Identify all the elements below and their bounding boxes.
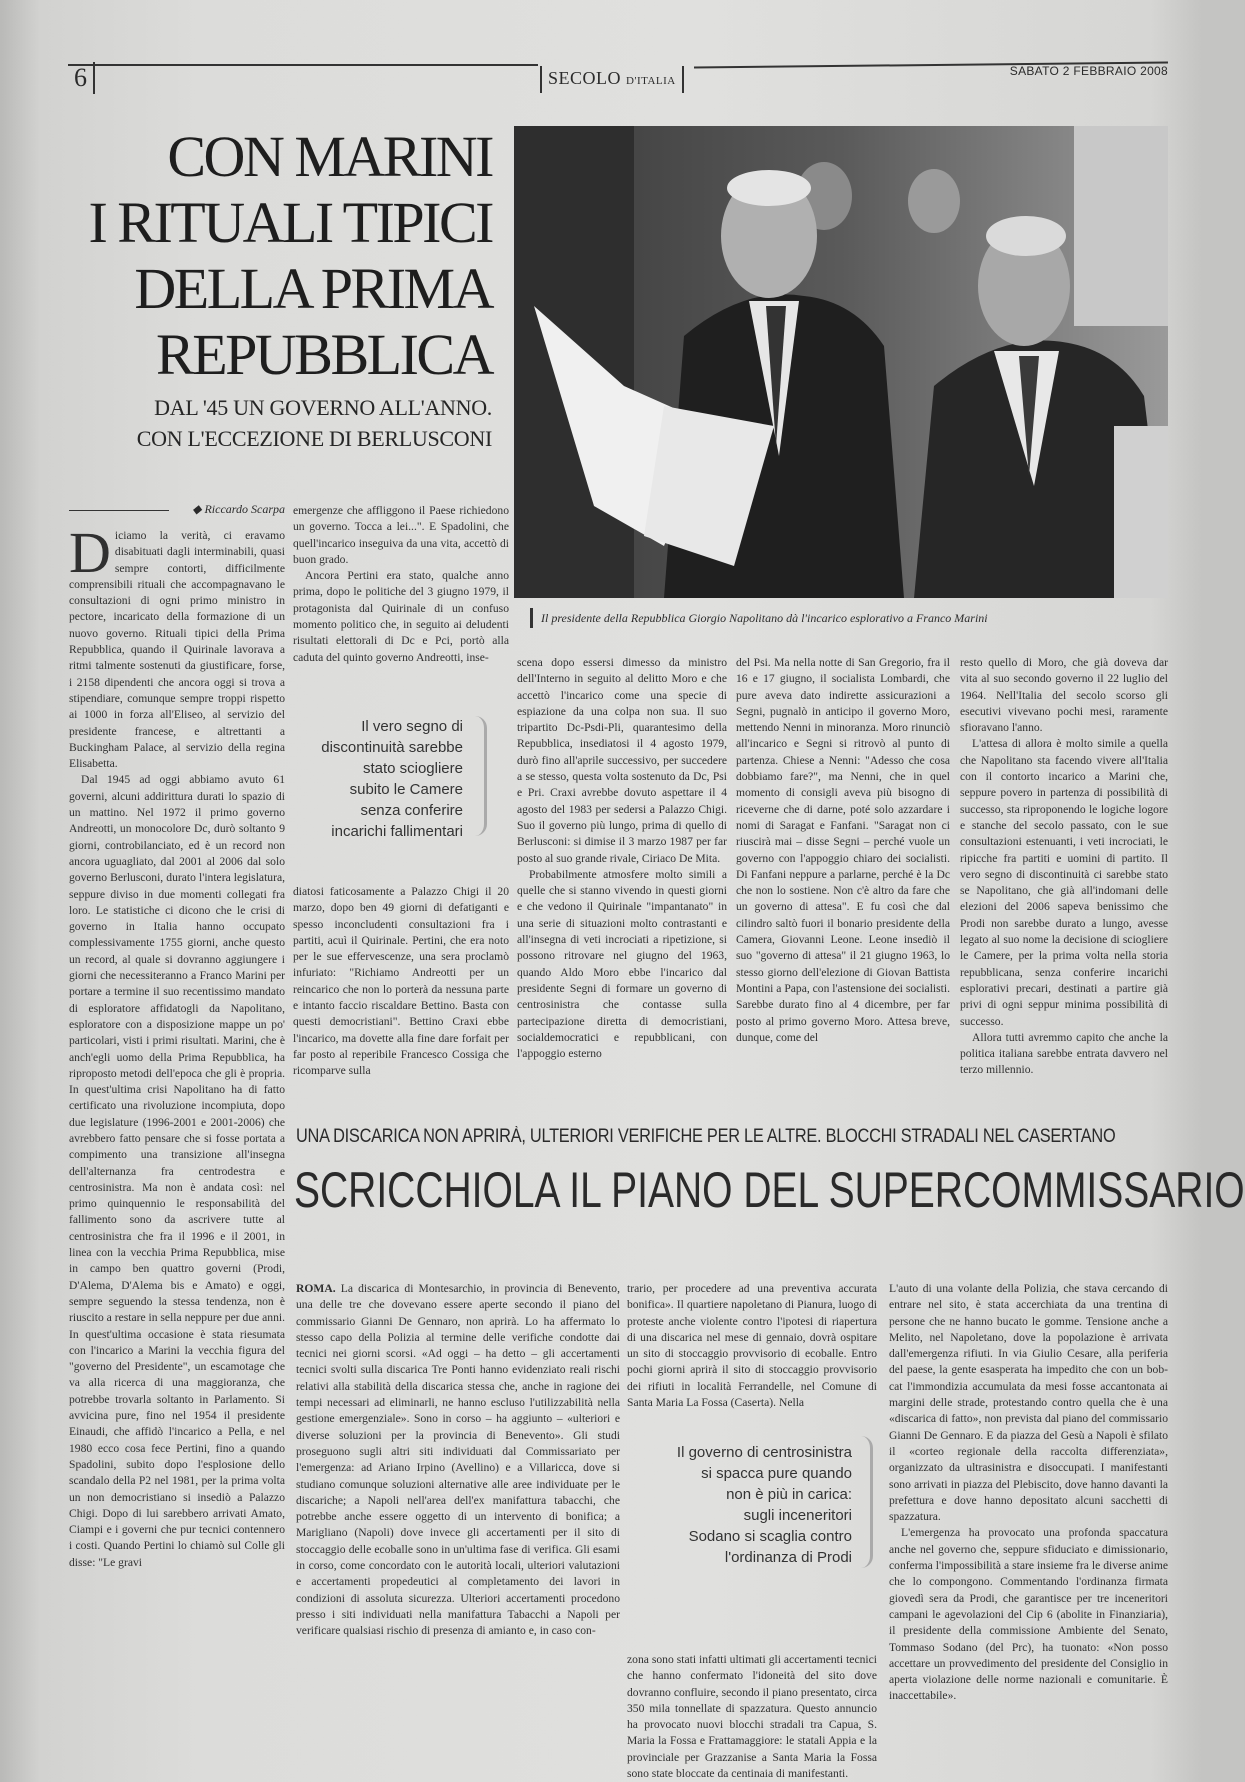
header-rule bbox=[68, 64, 538, 66]
article2-column-b-top bbox=[627, 1281, 877, 1415]
paragraph: L'attesa di allora è molto simile a quella che Napolitano sta facendo vivere all'Italia con il contorto incarico a Marini che, seppure povero in partenza di possibilità di successo, sta riproponendo le logiche logore e stanche del secolo passato, con le sue consultazioni estenuanti, i veti incrociati, le ripicche fra partiti e uomini di partito. Il vero segno di discontinuità ci sarebbe stato se Napolitano, che già all'indomani delle elezioni del 2006 sapeva benissimo che Prodi non sarebbe durato a lungo, avesse legato al suo nome la decisione di sciogliere le Camere, per la prima volta nella storia repubblicana, senza conferire incarichi esplorativi precari, destinati a partire già privi di ogni seppur minima possibilità di successo. bbox=[960, 737, 1168, 1028]
page-number: 6 bbox=[70, 62, 95, 94]
article2-headline: SCRICCHIOLA IL PIANO DEL SUPERCOMMISSARIO bbox=[294, 1162, 1245, 1218]
headline-line: REPUBBLICA bbox=[156, 322, 492, 387]
pull-quote-line: incarichi fallimentari bbox=[331, 823, 463, 840]
masthead-suffix: D'ITALIA bbox=[626, 75, 676, 87]
paragraph-text: iciamo la verità, ci eravamo disabituati dagli interminabili, quasi sempre contorti, difficilmente comprensibili rituali che accompagnavano le consultazioni di ogni primo ministro in pectore, incaricato della formazione di un nuovo governo. Rituali tipici della Prima Repubblica, quando il Quirinale lavorava a ritmi talmente sostenuti da giustificare, forse, i 2158 dipendenti che ancora oggi si trova a stipendiare, comunque sempre troppi rispetto ai 1000 in forza all'Eliseo, al servizio del presidente francese, e altrettanti a Buckingham Palace, al servizio della regina Elisabetta. bbox=[69, 529, 285, 771]
pull-quote-line: Sodano si scaglia contro bbox=[688, 1528, 852, 1545]
pull-quote-bracket bbox=[856, 1436, 873, 1568]
drop-cap: D bbox=[69, 520, 111, 585]
paragraph: emergenze che affliggono il Paese richiedono un governo. Tocca a lei...". E Spadolini, che quell'incarico inseguiva da una vita, accettò di buon grado. bbox=[293, 504, 509, 566]
paragraph: trario, per procedere ad una preventiva accurata bonifica». Il quartiere napoletano di Pianura, luogo di proteste anche violente contro l'ipotesi di riapertura di una discarica nel mese di gennaio, dovrà ospitare un sito di stoccaggio provvisorio di ecoballe. Entro pochi giorni aprirà il sito di stoccaggio provvisorio dei rifiuti in località Ferrandelle, nel Comune di Santa Maria La Fossa (Caserta). Nella bbox=[627, 1282, 877, 1410]
issue-date: SABATO 2 FEBBRAIO 2008 bbox=[1009, 64, 1168, 78]
pull-quote-bracket bbox=[470, 716, 487, 836]
pull-quote-line: non è più in carica: bbox=[726, 1486, 852, 1503]
article2-column-b-bottom bbox=[627, 1652, 877, 1781]
photo-caption: Il presidente della Repubblica Giorgio Napolitano dà l'incarico esplorativo a Franco Marini bbox=[530, 608, 988, 628]
article-headline bbox=[88, 124, 492, 388]
pull-quote-line: subito le Camere bbox=[349, 781, 463, 798]
article-column-2-top bbox=[293, 503, 509, 683]
pull-quote-line: stato sciogliere bbox=[362, 760, 463, 777]
paragraph: zona sono stati infatti ultimati gli accertamenti tecnici che hanno confermato l'idoneità del sito dove dovranno confluire, secondo il piano presentato, circa 350 mila tonnellate di spazzatura. Questo annuncio ha provocato nuovi blocchi stradali tra Capua, S. Maria la Fossa e Frattamaggiore: le statali Appia e la provinciale per Grazzanise a Santa Maria la Fossa sono state bloccate da centinaia di manifestanti. bbox=[627, 1653, 877, 1781]
paragraph: scena dopo essersi dimesso da ministro dell'Interno in seguito al delitto Moro e che accettò l'incarico come una specie di espiazione da una colpa non sua. Il suo tripartito Dc-Psdi-Pli, quarantesimo della Repubblica, insediatosi il 4 agosto 1979, durò fino all'aprile successivo, per succedere a se stesso, questa volta sostenuto da Dc, Psi e Pri. Craxi avrebbe dovuto aspettare il 4 agosto del 1983 per sedersi a Palazzo Chigi. Suo il governo più lungo, prima di quello di Berlusconi: si dimise il 3 marzo 1987 per far posto al suo grande rivale, Ciriaco De Mita. bbox=[517, 656, 727, 865]
pull-quote bbox=[293, 716, 463, 842]
pull-quote-line: sugli inceneritori bbox=[743, 1507, 852, 1524]
article2-column-c bbox=[889, 1281, 1168, 1717]
headline-line: CON MARINI bbox=[167, 124, 492, 189]
byline: ◆ Riccardo Scarpa bbox=[69, 502, 285, 517]
article2-kicker: UNA DISCARICA NON APRIRÀ, ULTERIORI VERIFICHE PER LE ALTRE. BLOCCHI STRADALI NEL CASERTANO bbox=[296, 1126, 1116, 1147]
article-column-4 bbox=[736, 655, 950, 1109]
paragraph: Dal 1945 ad oggi abbiamo avuto 61 governi, alcuni addirittura durati lo spazio di un mattino. Nel 1972 il primo governo Andreotti, un monocolore Dc, durò soltanto 9 giorni, controbilanciato, ed è un record non ancora uguagliato, dal 2001 al 2006 dal solo governo Berlusconi, durato l'intera legislatura, seppure diviso in due momenti collegati fra loro. Le statistiche ci dicono che le crisi di governo in Italia hanno occupato complessivamente 1755 giorni, anche questo un record, al quale si dovranno aggiungere i giorni che necessiteranno a Franco Marini per portare a termine il suo recentissimo mandato di esploratore affidatogli da Napolitano, esploratore con a disposizione mappe un po' particolari, visti i primi risultati. Marini, che è anch'egli uomo della Prima Repubblica, ha riproposto metodi dell'epoca che gli è propria. In quest'ultima crisi Napolitano ha di fatto certificato una rivoluzione incompiuta, dopo due legislature (1996-2001 e 2001-2006) che avrebbero fatto pensare che si fosse portata a compimento una transizione all'insegna dell'alternanza fra centrodestra e centrosinistra. Ma non è andata così: nel primo quinquennio le responsabilità del fallimento sono da ascrivere tutte al centrosinistra che fra il 1996 e il 2001, in linea con la vecchia Prima Repubblica, mise in campo ben quattro governi (Prodi, D'Alema, D'Alema bis e Amato) e oggi, sempre seguendo la stessa tendenza, non è riuscito a restare in sella neppure per due anni. In quest'ultima occasione è stata riesumata con l'incarico a Marini la vecchia figura del "governo del Presidente", un escamotage che va alla ricerca di una maggioranza, che potrebbe trovarla soltanto in Parlamento. Si avvicina pure, fino nel 1954 il presidente Einaudi, che affidò l'incarico a Pella, e nel 1980 ecco cosa fece Pertini, fino a quando Spadolini, subito dopo l'esplosione dello scandalo della P2 nel 1981, per la prima volta un non democristiano si insediò a Palazzo Chigi. Dopo di lui sarebbero arrivati Amato, Ciampi e i governi che pur tecnici contennero i costi. Quando Pertini lo chiamò sul Colle gli disse: "Le gravi bbox=[69, 773, 286, 1569]
news-photo bbox=[514, 126, 1168, 598]
article-column-3 bbox=[517, 655, 727, 1109]
paragraph: del Psi. Ma nella notte di San Gregorio, fra il 16 e 17 giugno, il socialista Lombardi, che pure aveva dato indirette assicurazioni a Segni, pugnalò in anticipo il governo Moro, mettendo Nenni in minoranza. Moro rinunciò all'incarico e Segni si ritrovò al punto di partenza. Chiese a Nenni: "Adesso che cosa dobbiamo fare?", ma Nenni, che in quel momento di consigli aveva più bisogno di riceverne che di darne, poté solo azzardare i nomi di Saragat e Fanfani. "Saragat non ci riuscirà mai – disse Segni – perché vuole un governo con l'appoggio chiaro dei socialisti. Di Fanfani neppure a parlarne, perché è la Dc che non lo sostiene. Non c'è altro da fare che un governo di attesa". E fu così che dal cilindro saltò fuori il bonario presidente della Camera, Giovanni Leone. Leone insediò il suo "governo di attesa" il 21 giugno 1963, lo stesso giorno dell'elezione di Giovan Battista Montini a Papa, con l'astensione dei socialisti. Sarebbe durato fino al 4 dicembre, per far posto al primo governo Moro. Attesa breve, dunque, come del bbox=[736, 656, 950, 1044]
masthead bbox=[540, 66, 684, 93]
paragraph: L'emergenza ha provocato una profonda spaccatura anche nel governo che, seppure sfiduciato e dimissionario, conferma l'impossibilità a stare insieme fra le diverse anime che lo compongono. Commentando l'ordinanza firmata giovedì sera da Prodi, che garantisce per tre inceneritori campani le agevolazioni del Cip 6 (abolite in Finanziaria), il presidente della commissione Ambiente del Senato, Tommaso Sodano (del Prc), ha tuonato: «Non posso accettare un provvedimento del presidente del Consiglio in aperta violazione delle norme nazionali e comunitarie. È inaccettabile». bbox=[889, 1526, 1168, 1703]
pull-quote-line: discontinuità sarebbe bbox=[321, 739, 463, 756]
author-name: Riccardo Scarpa bbox=[204, 502, 285, 516]
pull-quote-line: si spacca pure quando bbox=[701, 1465, 852, 1482]
pull-quote bbox=[620, 1442, 852, 1568]
paragraph bbox=[296, 1281, 620, 1640]
pull-quote-line: Il governo di centrosinistra bbox=[676, 1444, 852, 1461]
article-column-1 bbox=[69, 520, 286, 1724]
paragraph: diatosi faticosamente a Palazzo Chigi il 20 marzo, dopo ben 49 giorni di defatiganti e spesso inconcludenti consultazioni fra i partiti, acuì il Quirinale. Pertini, che era noto per le sue effervescenze, una sera proclamò infuriato: "Richiamo Andreotti per un reincarico che non lo porterà da nessuna parte e intanto faccio riscaldare Bettino. Basta con questi democristiani". Bettino Craxi ebbe l'incarico, ma dovette alla fine dare forfait per far posto al reperibile Francesco Cossiga che ricomparve sulla bbox=[293, 885, 509, 1078]
headline-line: DELLA PRIMA bbox=[134, 256, 492, 321]
article-column-5 bbox=[960, 655, 1168, 1109]
deck-line: CON L'ECCEZIONE DI BERLUSCONI bbox=[136, 426, 492, 451]
article-deck bbox=[137, 392, 492, 454]
paragraph bbox=[69, 520, 285, 772]
paragraph: resto quello di Moro, che già doveva dar vita al suo secondo governo il 22 luglio del 1964. Nell'Italia del secolo scorso gli esecutivi vivevano pochi mesi, raramente sfioravano l'anno. bbox=[960, 656, 1168, 735]
paragraph: Probabilmente atmosfere molto simili a quelle che si stanno vivendo in questi giorni e che vedono il Quirinale "impantanato" in una serie di situazioni molto contrastanti e all'insegna di veti incrociati a ripetizione, si possono ritrovare nel giugno del 1963, quando Aldo Moro ebbe l'incarico dal presidente Segni di formare un governo di centrosinistra che contasse sulla partecipazione diretta di democristiani, socialdemocratici e repubblicani, con l'appoggio esterno bbox=[517, 867, 727, 1061]
paragraph: Allora tutti avremmo capito che anche la politica italiana sarebbe entrata davvero nel terzo millennio. bbox=[960, 1030, 1168, 1077]
headline-line: I RITUALI TIPICI bbox=[88, 190, 492, 255]
paragraph-text: La discarica di Montesarchio, in provincia di Benevento, una delle tre che dovevano essere aperte secondo il piano del commissario Gianni De Gennaro, non aprirà. Lo ha affermato lo stesso capo della Polizia al termine delle verifiche condotte dai tecnici nei giorni scorsi. «Ad oggi – ha detto – gli accertamenti tecnici svolti sulla discarica Tre Ponti hanno evidenziato reali rischi relativi alla stabilità della discarica stessa che, anche in ragione dei tempi necessari ad eliminarli, ne hanno escluso l'utilizzabilità nella gestione emergenziale». Sono in corso – ha aggiunto – «ulteriori e diverse soluzioni per la provincia di Benevento». Gli studi proseguono sugli altri siti individuati dal Commissariato per l'emergenza: ad Ariano Irpino (Avellino) e a Villaricca, dove si studiano comunque soluzioni alternative alle aree individuate per le discariche; a Napoli nell'area dell'ex manifattura tabacchi, che potrebbe anche essere oggetto di un intervento di bonifica; a Marigliano (Napoli) dove invece gli accertamenti per il sito di stoccaggio delle ecoballe sono in un'ultima fase di verifica. Gli esami in corso, come concordato con le autorità locali, ulteriori valutazioni e accertamenti propedeutici al completamento dei lavori in condizioni di assoluta sicurezza. Ulteriori accertamenti procedono presso i siti individuati nella manifattura Tabacchi a Napoli per verificare qualsiasi rischio di presenza di amianto e, in caso con- bbox=[296, 1282, 620, 1638]
pull-quote-line: l'ordinanza di Prodi bbox=[724, 1549, 852, 1566]
paragraph: Ancora Pertini era stato, qualche anno prima, dopo le politiche del 3 giugno 1979, il protagonista dal Quirinale di un confuso momento politico che, in seguito ai deludenti risultati elettorali di Dc e Pci, portò alla caduta del quinto governo Andreotti, inse- bbox=[293, 569, 509, 664]
paragraph: L'auto di una volante della Polizia, che stava cercando di entrare nel sito, è stata accerchiata da una trentina di persone che ne hanno bucato le gomme. Tensione anche a Melito, nel Napoletano, dove la popolazione è arrivata dall'emergenza rifiuti. In via Giulio Cesare, alla periferia del paese, la gente esasperata ha impedito che con un bob-cat l'immondizia accumulata da mesi fosse accantonata ai margini delle strade, protestando contro quella che è una «discarica di fatto», non prevista dal piano del commissario Gianni De Gennaro. E da piazza del Gesù a Napoli è sfilato il «corteo regionale della raccolta differenziata», organizzato da ultrasinistra e disoccupati. I manifestanti sono arrivati in piazza del Plebiscito, dove hanno davanti la prefettura e dove hanno depositato alcuni sacchetti di spazzatura. bbox=[889, 1282, 1168, 1524]
pull-quote-line: senza conferire bbox=[360, 802, 463, 819]
article2-column-a bbox=[296, 1281, 620, 1717]
dateline: ROMA. bbox=[296, 1282, 336, 1295]
deck-line: DAL '45 UN GOVERNO ALL'ANNO. bbox=[154, 395, 492, 420]
masthead-name: SECOLO bbox=[548, 68, 622, 88]
photo-napolitano-marini bbox=[514, 126, 1168, 598]
article-column-2-bottom bbox=[293, 884, 509, 1108]
pull-quote-line: Il vero segno di bbox=[361, 718, 463, 735]
